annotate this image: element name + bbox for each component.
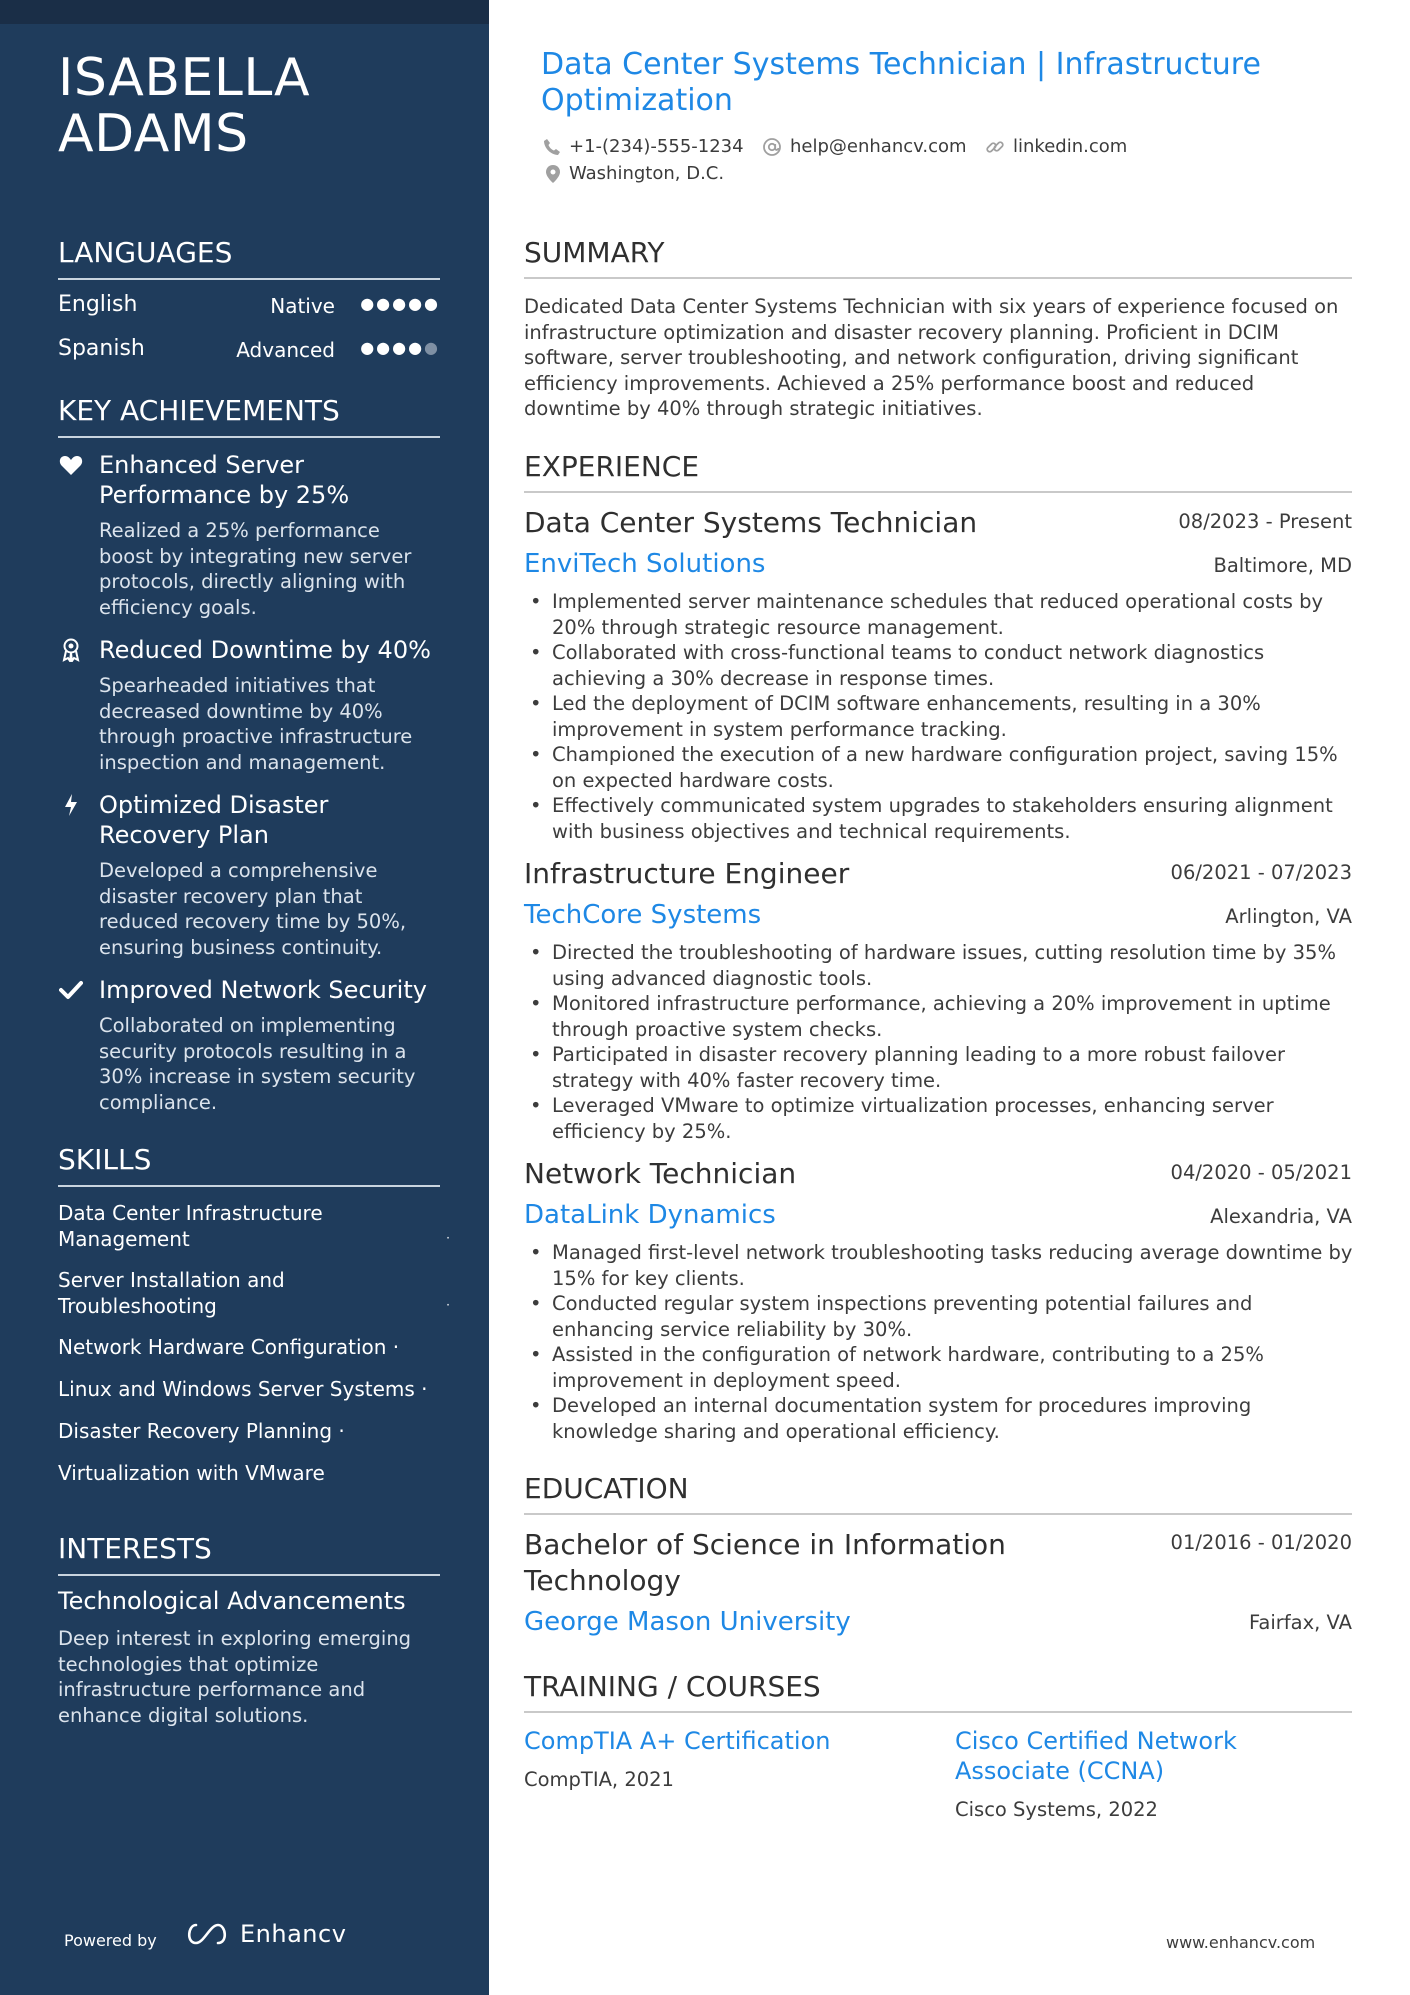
at-icon (762, 137, 782, 157)
language-name: English (58, 292, 138, 317)
achievement-title: Enhanced Server Performance by 25% (99, 451, 350, 509)
language-rating-dots: ●●●●● (360, 338, 440, 357)
location-pin-icon (545, 164, 561, 184)
achievements-heading: KEY ACHIEVEMENTS (58, 394, 440, 438)
achievement-description: Developed a comprehensive disaster recovery plan that reduced recovery time by 50%, ensuring business continuity. (99, 859, 407, 959)
phone-icon (543, 138, 561, 156)
heart-icon (58, 452, 84, 478)
job-location: Alexandria, VA (1210, 1205, 1352, 1228)
job-bullets (524, 1240, 1354, 1444)
bullet-item: • Developed an internal documentation system for procedures improving knowledge sharing and operational efficiency. (524, 1393, 1354, 1444)
job-title: Infrastructure Engineer (524, 857, 850, 890)
bullet-item: • Managed first-level network troubleshooting tasks reducing average downtime by 15% for key clients. (524, 1240, 1354, 1291)
summary-heading: SUMMARY (524, 236, 1352, 279)
achievement-title: Reduced Downtime by 40% (99, 636, 431, 664)
skill-item: Network Hardware Configuration · (58, 1335, 400, 1359)
job-location: Baltimore, MD (1213, 554, 1352, 577)
bullet-item: • Championed the execution of a new hardware configuration project, saving 15% on expected hardware costs. (524, 742, 1354, 793)
achievement-description: Realized a 25% performance boost by integrating new server protocols, directly aligning with efficiency goals. (99, 519, 412, 619)
skill-item: Disaster Recovery Planning · (58, 1419, 345, 1443)
enhancv-logo-icon (184, 1921, 230, 1947)
company-name: EnviTech Solutions (524, 549, 766, 579)
enhancv-logo[interactable] (184, 1920, 346, 1948)
bullet-item: • Monitored infrastructure performance, achieving a 20% improvement in uptime through proactive system checks. (524, 991, 1354, 1042)
bullet-item: • Implemented server maintenance schedules that reduced operational costs by 20% through strategic resource management. (524, 589, 1354, 640)
language-item (58, 336, 440, 368)
school-name: George Mason University (524, 1607, 851, 1637)
company-name: TechCore Systems (524, 900, 762, 930)
job-title: Data Center Systems Technician (524, 506, 978, 539)
bullet-item: • Leveraged VMware to optimize virtualization processes, enhancing server efficiency by 25%. (524, 1093, 1354, 1144)
bullet-item: • Participated in disaster recovery planning leading to a more robust failover strategy with 40% faster recovery time. (524, 1042, 1354, 1093)
course-provider: CompTIA, 2021 (524, 1768, 674, 1791)
interest-description: Deep interest in exploring emerging technologies that optimize infrastructure performance and enhance digital solutions. (58, 1627, 412, 1727)
bullet-item: • Conducted regular system inspections preventing potential failures and enhancing service reliability by 30%. (524, 1291, 1354, 1342)
interests-heading: INTERESTS (58, 1532, 440, 1576)
education-location: Fairfax, VA (1249, 1611, 1352, 1634)
language-rating-dots: ●●●●● (360, 294, 440, 313)
enhancv-brand: Enhancv (240, 1920, 347, 1948)
headline: Data Center Systems Technician | Infrastructure Optimization (541, 47, 1261, 118)
job-date: 08/2023 - Present (1178, 510, 1352, 533)
education-heading: EDUCATION (524, 1472, 1352, 1515)
course-title: Cisco Certified Network Associate (CCNA) (955, 1727, 1237, 1785)
contact-email[interactable]: help@enhancv.com (762, 136, 967, 157)
award-icon (58, 637, 84, 663)
skill-item: Linux and Windows Server Systems · (58, 1377, 428, 1401)
education-date: 01/2016 - 01/2020 (1170, 1531, 1352, 1554)
bolt-icon (58, 792, 84, 818)
bullet-item: • Collaborated with cross-functional teams to conduct network diagnostics achieving a 30% decrease in response times. (524, 640, 1354, 691)
language-item (58, 292, 440, 324)
training-heading: TRAINING / COURSES (524, 1670, 1352, 1713)
summary-text: Dedicated Data Center Systems Technician with six years of experience focused on infrastructure optimization and disaster recovery planning. Proficient in DCIM software, server troubleshooting, and network configuration, driving significant efficiency improvements. Achieved a 25% performance boost and reduced downtime by 40% through strategic initiatives. (524, 295, 1339, 420)
sidebar (0, 0, 489, 1995)
bullet-item: • Effectively communicated system upgrades to stakeholders ensuring alignment with business objectives and technical requirements. (524, 793, 1354, 844)
language-level: Advanced (236, 338, 335, 362)
company-name: DataLink Dynamics (524, 1200, 776, 1230)
degree-title: Bachelor of Science in Information Technology (524, 1528, 1006, 1597)
job-location: Arlington, VA (1225, 905, 1352, 928)
achievement-description: Collaborated on implementing security protocols resulting in a 30% increase in system security compliance. (99, 1014, 416, 1114)
achievement-title: Optimized Disaster Recovery Plan (99, 791, 329, 849)
achievement-description: Spearheaded initiatives that decreased downtime by 40% through proactive infrastructure inspection and management. (99, 674, 413, 774)
bullet-item: • Assisted in the configuration of network hardware, contributing to a 25% improvement in deployment speed. (524, 1342, 1354, 1393)
experience-heading: EXPERIENCE (524, 450, 1352, 493)
contact-linkedin[interactable]: linkedin.com (985, 136, 1127, 157)
contact-phone[interactable]: +1-(234)-555-1234 (543, 136, 744, 157)
skill-item: Virtualization with VMware (58, 1461, 325, 1485)
job-date: 06/2021 - 07/2023 (1170, 861, 1352, 884)
language-name: Spanish (58, 336, 145, 361)
job-bullets (524, 589, 1354, 844)
link-icon (985, 137, 1005, 157)
check-icon (58, 977, 84, 1003)
languages-heading: LANGUAGES (58, 236, 440, 280)
job-bullets (524, 940, 1354, 1144)
skill-item: Server Installation and Troubleshooting · (58, 1268, 450, 1318)
sidebar-top-strip (0, 0, 489, 24)
footer-url[interactable]: www.enhancv.com (1166, 1933, 1316, 1952)
course-provider: Cisco Systems, 2022 (955, 1798, 1158, 1821)
job-title: Network Technician (524, 1157, 797, 1190)
skill-item: Data Center Infrastructure Management · (58, 1201, 450, 1251)
bullet-item: • Directed the troubleshooting of hardware issues, cutting resolution time by 35% using advanced diagnostic tools. (524, 940, 1354, 991)
powered-by-label: Powered by (64, 1931, 157, 1950)
candidate-name: ISABELLA ADAMS (58, 48, 311, 164)
language-level: Native (270, 294, 335, 318)
skills-heading: SKILLS (58, 1143, 440, 1187)
interest-title: Technological Advancements (58, 1587, 406, 1615)
course-title: CompTIA A+ Certification (524, 1727, 831, 1755)
bullet-item: • Led the deployment of DCIM software enhancements, resulting in a 30% improvement in system performance tracking. (524, 691, 1354, 742)
contact-location: Washington, D.C. (545, 163, 724, 184)
job-date: 04/2020 - 05/2021 (1170, 1161, 1352, 1184)
achievement-title: Improved Network Security (99, 976, 427, 1004)
